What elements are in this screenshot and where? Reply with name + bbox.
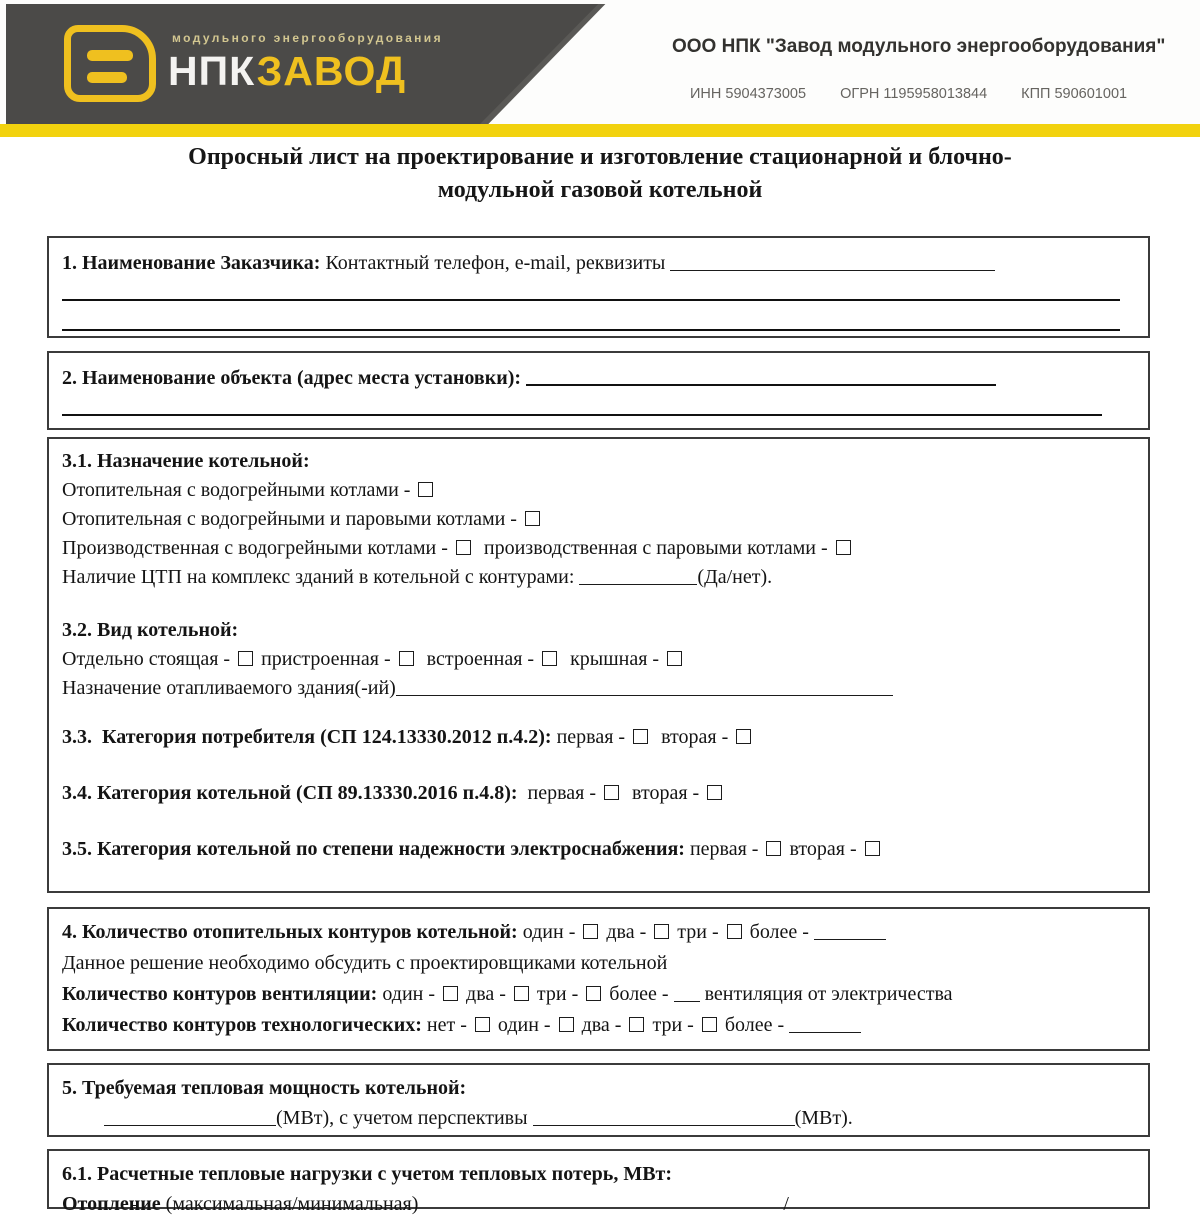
company-logo-icon: [64, 25, 156, 102]
checkbox[interactable]: [707, 785, 722, 800]
fill-in-blank[interactable]: [62, 284, 1120, 301]
form-line: [62, 674, 1135, 703]
section-2-object: [47, 351, 1150, 430]
fill-in-blank[interactable]: [789, 1017, 861, 1033]
form-line: [62, 1010, 1135, 1041]
form-line: [62, 616, 1135, 645]
checkbox[interactable]: [456, 540, 471, 555]
line-text: /: [783, 1193, 789, 1215]
line-text: два -: [576, 1014, 627, 1036]
form-line: [62, 476, 1135, 505]
line-text: первая -: [522, 782, 602, 804]
form-line: [62, 534, 1135, 563]
line-text: вентиляция от электричества: [699, 983, 953, 1005]
form-line: [62, 779, 1135, 808]
line-text: более -: [719, 1014, 790, 1036]
form-line: [62, 1189, 1135, 1219]
ogrn-value: ОГРН 1195958013844: [840, 86, 988, 102]
kpp-value: КПП 590601001: [1021, 86, 1128, 102]
line-text: 3.4. Категория котельной (СП 89.13330.2016 п.4.8):: [62, 782, 523, 804]
line-text: (Да/нет).: [697, 566, 773, 588]
checkbox[interactable]: [654, 924, 669, 939]
checkbox[interactable]: [559, 1017, 574, 1032]
line-text: производственная с паровыми котлами -: [473, 537, 833, 559]
line-text: 3.1. Назначение котельной:: [62, 450, 310, 472]
spacer: [423, 1209, 783, 1210]
fill-in-blank[interactable]: [674, 986, 700, 1002]
line-text: Наличие ЦТП на комплекс зданий в котельной с контурами:: [62, 566, 580, 588]
form-line: [62, 563, 1135, 592]
form-line: [62, 723, 1135, 752]
line-text: 5. Требуемая тепловая мощность котельной:: [62, 1077, 467, 1099]
header: [0, 0, 1200, 137]
line-text: пристроенная -: [256, 648, 396, 670]
checkbox[interactable]: [836, 540, 851, 555]
line-text: Отопительная с водогрейными котлами -: [62, 479, 416, 501]
line-text: вторая -: [651, 726, 734, 748]
line-text: три -: [531, 983, 584, 1005]
form-line: [62, 308, 1135, 338]
checkbox[interactable]: [583, 924, 598, 939]
checkbox[interactable]: [542, 651, 557, 666]
fill-in-blank[interactable]: [526, 369, 996, 386]
checkbox[interactable]: [629, 1017, 644, 1032]
line-text: более -: [604, 983, 674, 1005]
fill-in-blank[interactable]: [670, 255, 995, 271]
line-text: 3.5. Категория котельной по степени надежности электроснабжения:: [62, 838, 690, 860]
checkbox[interactable]: [727, 924, 742, 939]
form-line: [62, 835, 1135, 864]
spacer: [62, 752, 1135, 779]
line-text: Отопление: [62, 1193, 166, 1215]
line-text: 3.3. Категория потребителя (СП 124.13330.2012 п.4.2):: [62, 726, 557, 748]
form-line: [62, 645, 1135, 674]
spacer: [62, 808, 1135, 835]
section-4-circuits: [47, 907, 1150, 1051]
line-text: Количество контуров технологических:: [62, 1014, 427, 1036]
line-text: крышная -: [560, 648, 665, 670]
form-line: [62, 278, 1135, 308]
line-text: 1. Наименование Заказчика:: [62, 252, 326, 274]
line-text: два -: [461, 983, 511, 1005]
checkbox[interactable]: [766, 841, 781, 856]
line-text: (максимальная/минимальная): [165, 1193, 424, 1215]
line-text: три -: [672, 921, 724, 943]
line-text: 3.2. Вид котельной:: [62, 619, 239, 641]
checkbox[interactable]: [399, 651, 414, 666]
line-text: (МВт), с учетом перспективы: [276, 1107, 533, 1129]
line-text: (МВт).: [794, 1107, 853, 1129]
line-text: вторая -: [784, 838, 862, 860]
page-title-line1: Опросный лист на проектирование и изготовление стационарной и блочно-: [188, 144, 1012, 170]
line-text: Данное решение необходимо обсудить с проектировщиками котельной: [62, 952, 668, 974]
line-text: первая -: [689, 838, 764, 860]
brand-wordmark: [168, 48, 406, 95]
brand-zavod: ЗАВОД: [256, 48, 407, 94]
line-text: три -: [647, 1014, 699, 1036]
line-text: один -: [522, 921, 581, 943]
form-line: [62, 505, 1135, 534]
form-line: [62, 917, 1135, 948]
fill-in-blank[interactable]: [579, 569, 697, 585]
checkbox[interactable]: [736, 729, 751, 744]
section-6-heat-loads: [47, 1149, 1150, 1215]
form-line: [62, 363, 1135, 393]
page-title-line2: модульной газовой котельной: [437, 177, 763, 203]
line-text: 4. Количество отопительных контуров котельной:: [62, 921, 523, 943]
section-3-boiler-type: [47, 437, 1150, 893]
logo-tagline: модульного энергооборудования: [172, 31, 443, 45]
spacer: [62, 703, 1135, 723]
checkbox[interactable]: [443, 986, 458, 1001]
line-text: первая -: [556, 726, 631, 748]
form-line: [62, 979, 1135, 1010]
fill-in-blank[interactable]: [104, 1110, 276, 1126]
fill-in-blank[interactable]: [62, 314, 1120, 331]
company-requisites: [690, 86, 1157, 102]
line-text: Назначение отапливаемого здания(-ий): [62, 677, 396, 699]
fill-in-blank[interactable]: [814, 924, 886, 940]
form-line: [62, 248, 1135, 278]
page-title: [0, 141, 1200, 207]
form-line: [62, 1103, 1135, 1133]
logo-bar-icon: [87, 72, 127, 83]
checkbox[interactable]: [238, 651, 253, 666]
company-name: ООО НПК "Завод модульного энергооборудования": [672, 36, 1166, 57]
line-text: два -: [601, 921, 652, 943]
checkbox[interactable]: [525, 511, 540, 526]
logo-bar-icon: [87, 50, 133, 61]
line-text: 2. Наименование объекта (адрес места установки):: [62, 367, 527, 389]
line-text: Производственная с водогрейными котлами -: [62, 537, 453, 559]
checkbox[interactable]: [586, 986, 601, 1001]
line-text: вторая -: [622, 782, 705, 804]
line-text: встроенная -: [416, 648, 540, 670]
inn-value: ИНН 5904373005: [690, 86, 807, 102]
line-text: Количество контуров вентиляции:: [62, 983, 383, 1005]
brand-npk: НПК: [168, 48, 257, 94]
fill-in-blank[interactable]: [396, 680, 893, 696]
form-line: [62, 447, 1135, 476]
line-text: Отдельно стоящая -: [62, 648, 236, 670]
section-5-thermal-power: [47, 1063, 1150, 1137]
form-line: [62, 1073, 1135, 1103]
line-text: Отопительная с водогрейными и паровыми котлами -: [62, 508, 522, 530]
section-1-customer: [47, 236, 1150, 338]
checkbox[interactable]: [667, 651, 682, 666]
form-line: [62, 1159, 1135, 1189]
line-text: один -: [382, 983, 441, 1005]
header-yellow-stripe: [0, 124, 1200, 137]
spacer: [62, 1123, 104, 1124]
line-text: один -: [492, 1014, 556, 1036]
line-text: Контактный телефон, e-mail, реквизиты: [325, 252, 671, 274]
spacer: [62, 592, 1135, 616]
fill-in-blank[interactable]: [62, 399, 1102, 416]
checkbox[interactable]: [475, 1017, 490, 1032]
checkbox[interactable]: [418, 482, 433, 497]
checkbox[interactable]: [865, 841, 880, 856]
fill-in-blank[interactable]: [533, 1110, 795, 1126]
checkbox[interactable]: [604, 785, 619, 800]
checkbox[interactable]: [514, 986, 529, 1001]
form-line: [62, 393, 1135, 423]
line-text: 6.1. Расчетные тепловые нагрузки с учетом тепловых потерь, МВт:: [62, 1163, 673, 1185]
line-text: более -: [744, 921, 814, 943]
checkbox[interactable]: [702, 1017, 717, 1032]
form-line: [62, 948, 1135, 979]
checkbox[interactable]: [633, 729, 648, 744]
line-text: нет -: [426, 1014, 472, 1036]
